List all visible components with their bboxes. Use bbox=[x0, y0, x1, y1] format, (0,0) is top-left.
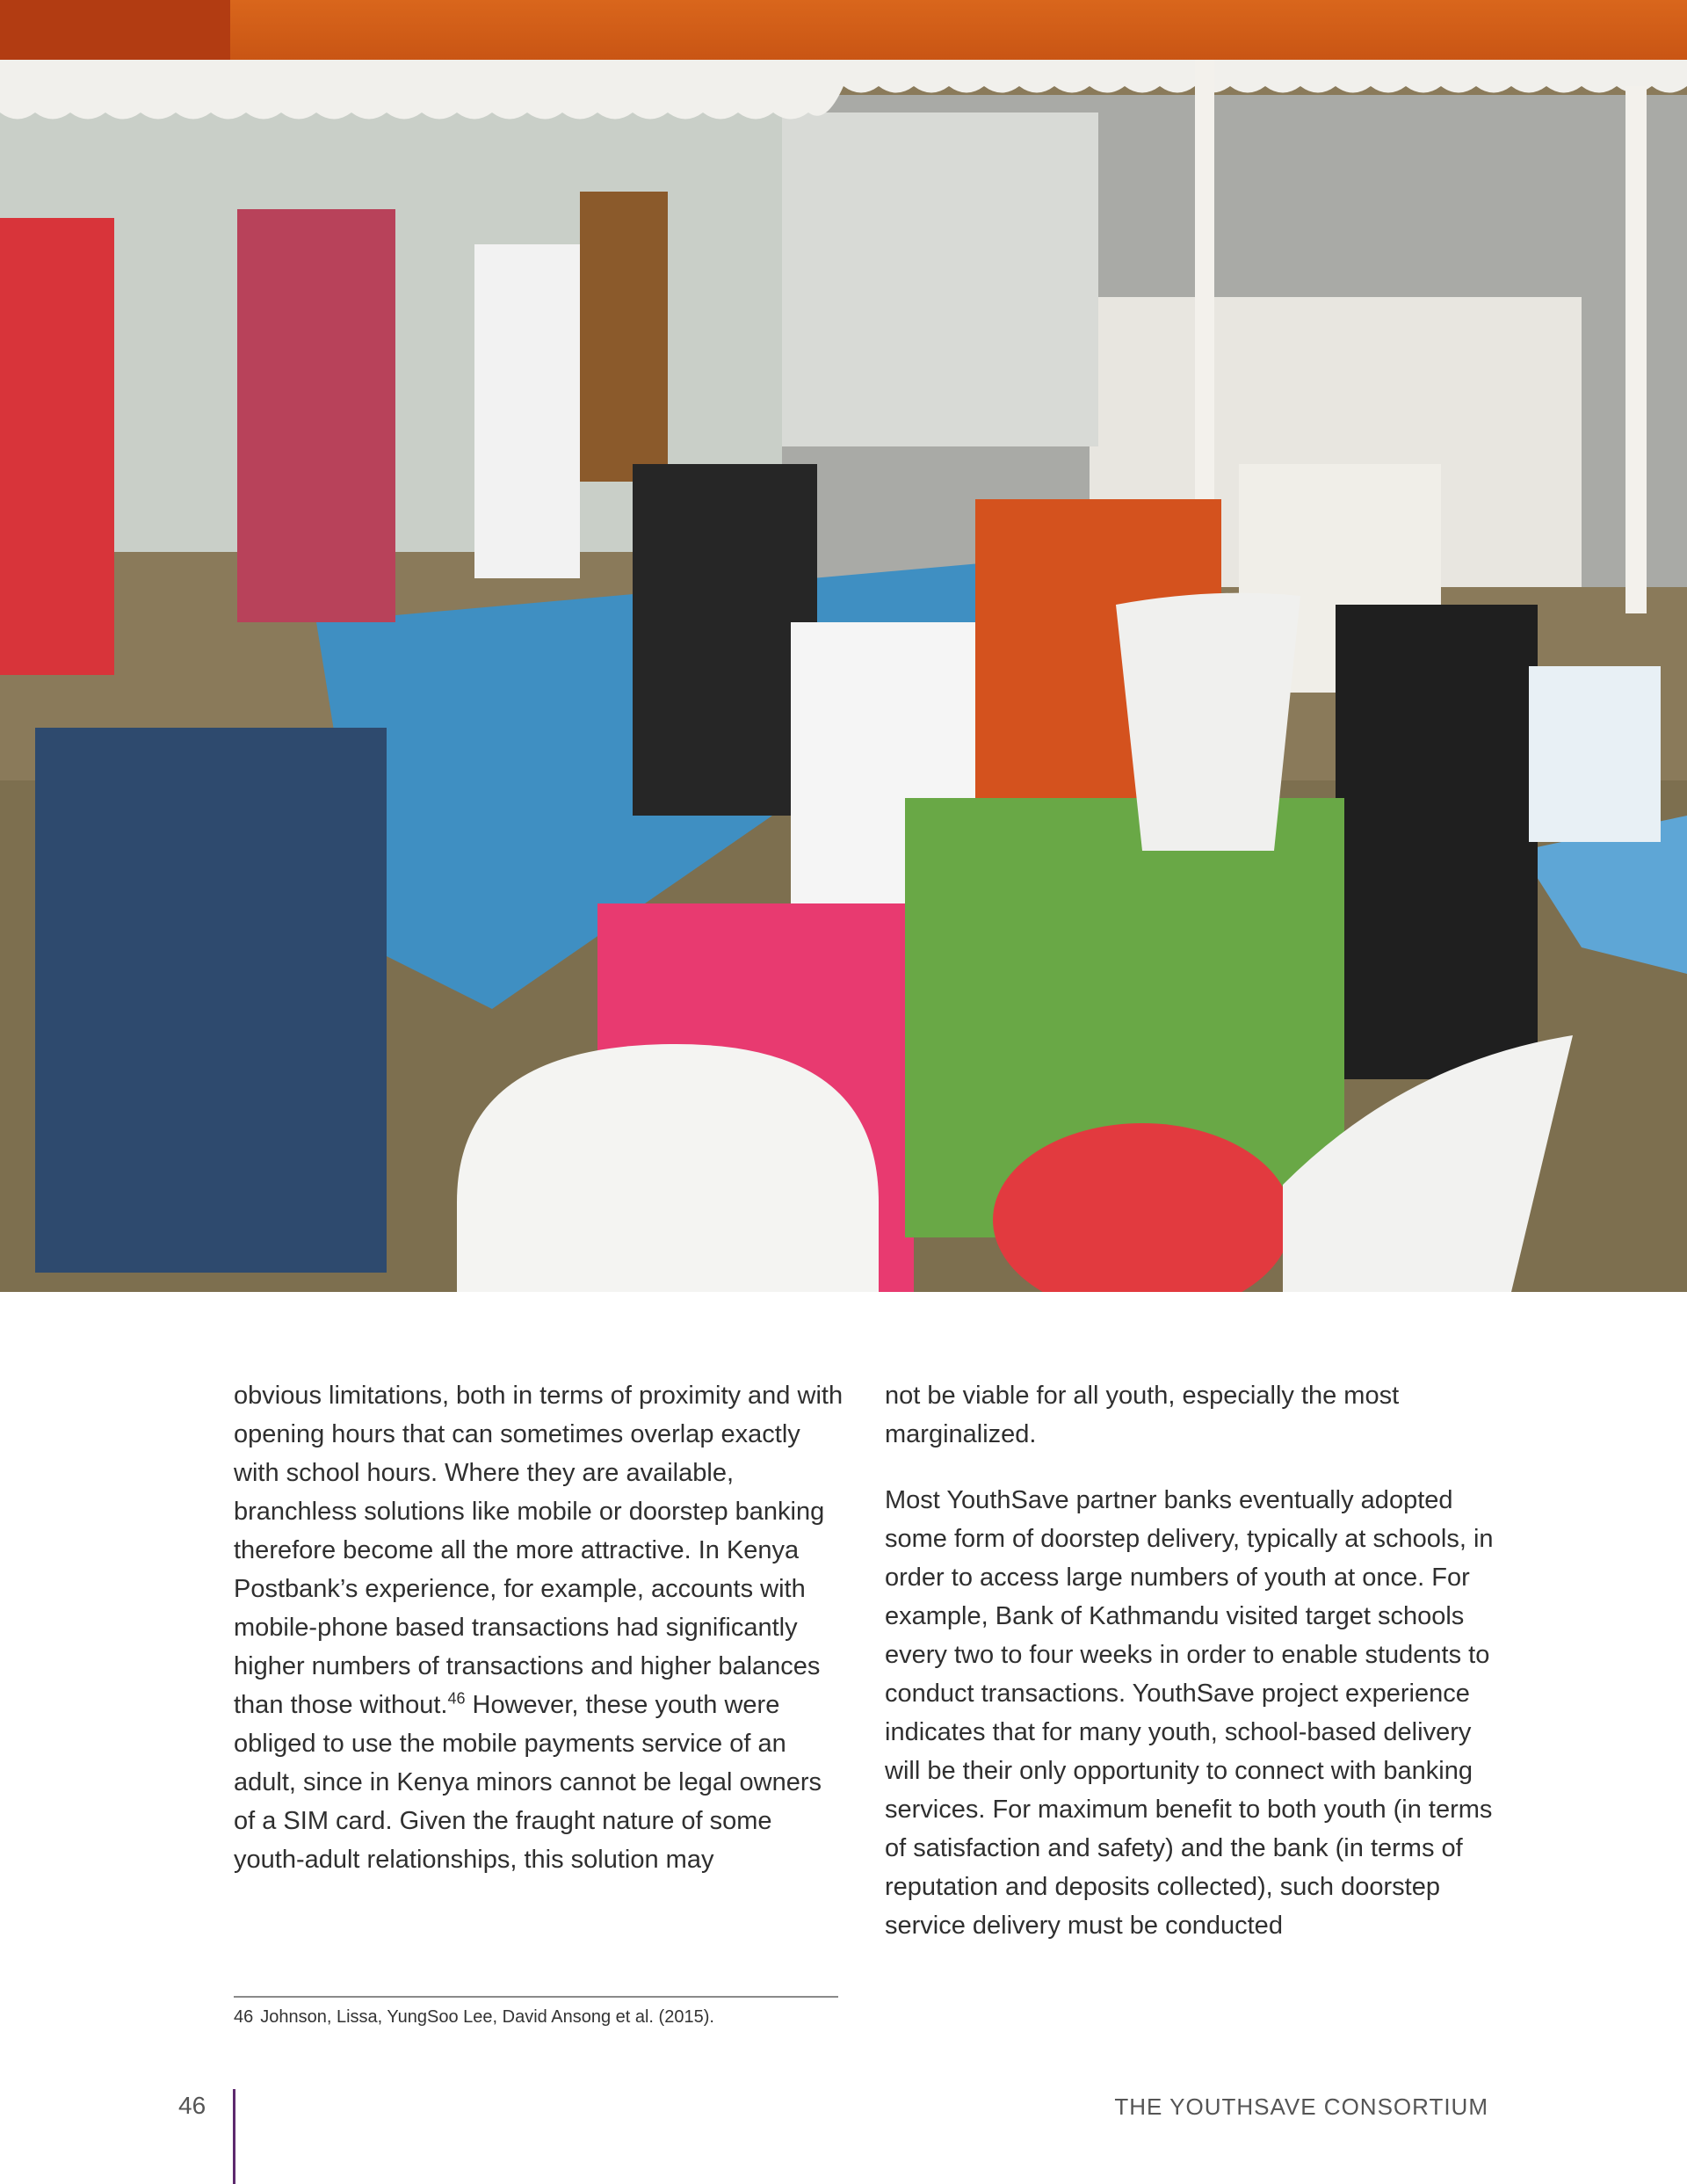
footer-organization: THE YOUTHSAVE CONSORTIUM bbox=[1114, 2093, 1488, 2120]
footnote-divider bbox=[234, 1996, 838, 1998]
footnote-reference[interactable]: 46 bbox=[447, 1689, 466, 1708]
top-color-band bbox=[0, 0, 1687, 60]
body-text-left-column bbox=[234, 1376, 849, 1906]
top-band-dark-block bbox=[0, 0, 230, 60]
photo-people-at-tables-under-tent-icon bbox=[0, 60, 1687, 1292]
body-text-right-column bbox=[885, 1376, 1500, 1972]
footnote-number: 46 bbox=[234, 2007, 254, 2027]
footnote-text: Johnson, Lissa, YungSoo Lee, David Ansong et al. (2015). bbox=[260, 2007, 714, 2027]
top-band-orange-block bbox=[230, 0, 1687, 60]
footer-divider bbox=[233, 2089, 235, 2184]
event-photo bbox=[0, 60, 1687, 1292]
footnote bbox=[234, 2007, 714, 2028]
body-paragraph: Most YouthSave partner banks eventually adopted some form of doorstep delivery, typically at schools, in order to access large numbers of youth at once. For example, Bank of Kathmandu visited target schools every two to four weeks in order to enable students to conduct transactions. YouthSave project experience indicates that for many youth, school-based delivery will be their only opportunity to connect with banking services. For maximum benefit to both youth (in terms of satisfaction and safety) and the bank (in terms of reputation and deposits collected), such doorstep service delivery must be conducted bbox=[885, 1486, 1494, 1940]
body-paragraph: obvious limitations, both in terms of proximity and with opening hours that can sometimes overlap exactly with school hours. Where they are available, branchless solutions like mobile or doorstep banking therefore become all the more attractive. In Kenya Postbank’s experience, for example, accounts with mobile-phone based transactions had significantly higher numbers of transactions and higher balances than those without.$^{46}$ However, these youth were obliged to use the mobile payments service of an adult, since in Kenya minors cannot be legal owners of a SIM card. Given the fraught nature of some youth-adult relationships, this solution may bbox=[234, 1382, 844, 1874]
page-number: 46 bbox=[178, 2092, 206, 2119]
body-paragraph: not be viable for all youth, especially the most marginalized. bbox=[885, 1382, 1400, 1448]
